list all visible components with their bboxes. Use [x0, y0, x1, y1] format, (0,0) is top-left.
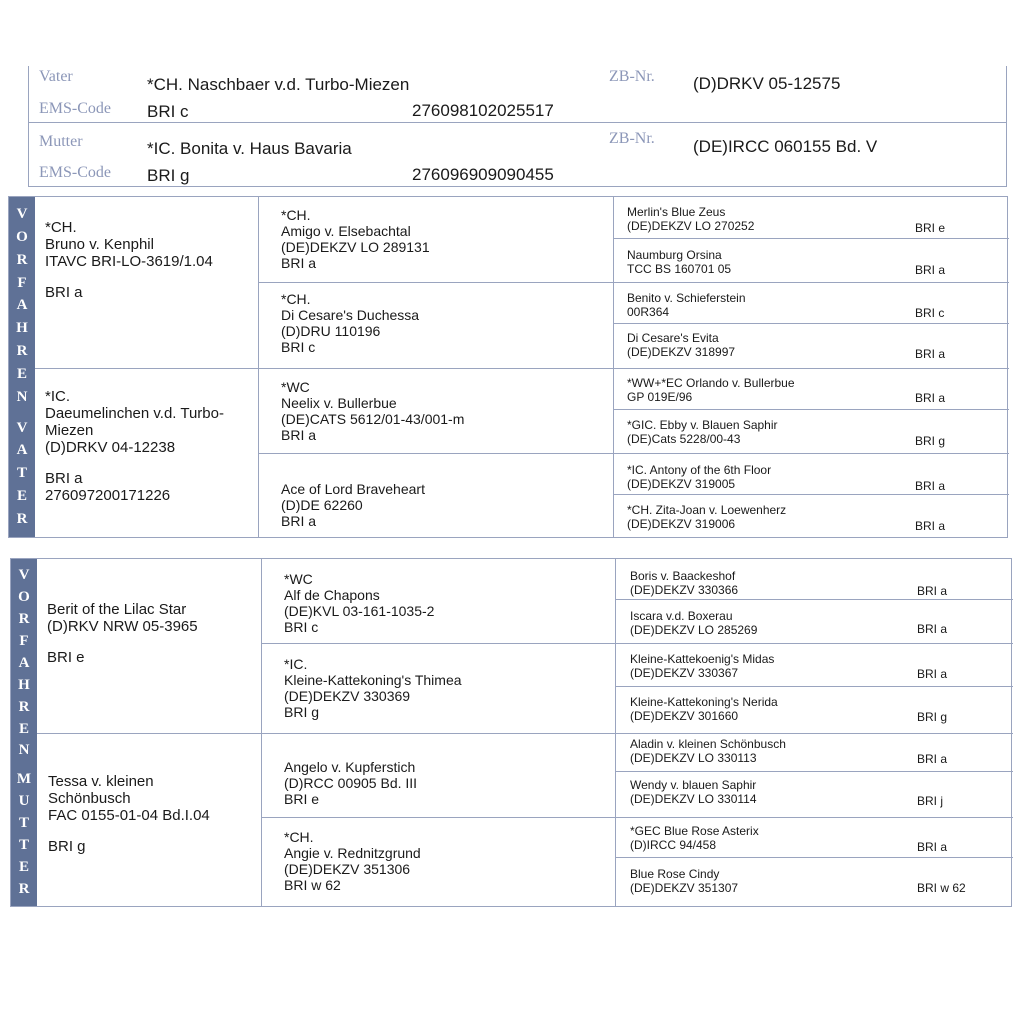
- gen3-cat: Boris v. Baackeshof (DE)DEKZV 330366: [630, 569, 739, 597]
- gen3-ems: BRI w 62: [917, 881, 966, 895]
- sidebar-letter: T: [16, 465, 27, 482]
- dam-gen1-cat: Tessa v. kleinen Schönbusch FAC 0155-01-04 Bd.I.04 BRI g: [48, 773, 210, 855]
- mutter-ems: BRI g: [147, 166, 190, 185]
- gen2-cat: *WC Neelix v. Bullerbue (DE)CATS 5612/01-43/001-m BRI a: [281, 379, 465, 443]
- gen3-ems: BRI a: [917, 752, 948, 766]
- row-divider: [613, 323, 1009, 324]
- gen2-cat: *CH. Angie v. Rednitzgrund (DE)DEKZV 351306 BRI w 62: [284, 829, 421, 893]
- gen2-cat: Angelo v. Kupferstich (D)RCC 00905 Bd. III BRI e: [284, 759, 418, 807]
- gen2-cat: *CH. Di Cesare's Duchessa (D)DRU 110196 BRI c: [281, 291, 420, 355]
- row-divider: [613, 494, 1009, 495]
- vater-ems-label: EMS-Code: [39, 100, 111, 117]
- sidebar-letter: A: [16, 442, 28, 459]
- sidebar-letter: R: [16, 251, 28, 268]
- row-divider: [613, 238, 1009, 239]
- sidebar-letter: H: [16, 320, 28, 337]
- sidebar-letter: R: [18, 880, 30, 897]
- sidebar-letter: R: [16, 510, 28, 527]
- gen3-ems: BRI a: [915, 347, 946, 361]
- row-divider: [261, 643, 1013, 644]
- row-divider: [258, 453, 1009, 454]
- sidebar-letter: R: [18, 611, 30, 628]
- gen3-cat: *GEC Blue Rose Asterix (D)IRCC 94/458: [630, 824, 759, 852]
- gen3-ems: BRI a: [917, 840, 948, 854]
- gen3-ems: BRI a: [915, 479, 946, 493]
- gen2-cat: Ace of Lord Braveheart (D)DE 62260 BRI a: [281, 481, 425, 529]
- gen3-ems: BRI g: [915, 434, 946, 448]
- sidebar-letter: A: [16, 297, 28, 314]
- gen3-ems: BRI g: [917, 710, 948, 724]
- gen3-ems: BRI c: [915, 306, 945, 320]
- vater-label: Vater: [39, 68, 73, 85]
- gen3-ems: BRI a: [917, 584, 948, 598]
- sidebar-letter: A: [18, 654, 30, 671]
- row-divider: [615, 686, 1013, 687]
- row-divider: [258, 282, 1009, 283]
- vater-chip: 276098102025517: [412, 101, 554, 120]
- gen3-cat: Iscara v.d. Boxerau (DE)DEKZV LO 285269: [630, 609, 758, 637]
- mutter-label: Mutter: [39, 133, 83, 150]
- dam-sidebar: [11, 559, 37, 906]
- gen3-ems: BRI a: [917, 622, 948, 636]
- gen2-cat: *WC Alf de Chapons (DE)KVL 03-161-1035-2 BRI c: [284, 571, 435, 635]
- gen3-ems: BRI a: [917, 667, 948, 681]
- dam-of-sire-gen1-cat: *IC. Daeumelinchen v.d. Turbo- Miezen (D)DRKV 04-12238 BRI a 276097200171226: [45, 388, 224, 504]
- row-divider: [261, 817, 1013, 818]
- row-divider: [35, 368, 1009, 369]
- gen3-ems: BRI j: [917, 794, 944, 808]
- sidebar-letter: V: [16, 419, 28, 436]
- gen3-cat: Di Cesare's Evita (DE)DEKZV 318997: [627, 331, 736, 359]
- dam-gen1-cat: Berit of the Lilac Star (D)RKV NRW 05-3965 BRI e: [47, 601, 198, 666]
- parents-panel: [28, 66, 1007, 187]
- sire-sidebar: [9, 197, 35, 537]
- gen3-ems: BRI a: [915, 519, 946, 533]
- column-divider: [258, 197, 259, 537]
- sidebar-letter: T: [18, 814, 29, 831]
- sire-gen1-cat: *CH. Bruno v. Kenphil ITAVC BRI-LO-3619/1.04 BRI a: [45, 219, 213, 301]
- sidebar-letter: H: [18, 676, 30, 693]
- vater-name: *CH. Naschbaer v.d. Turbo-Miezen: [147, 75, 410, 94]
- sidebar-letter: R: [16, 343, 28, 360]
- sidebar-letter: M: [16, 771, 32, 788]
- parents-divider: [29, 122, 1006, 123]
- vater-zb-label: ZB-Nr.: [609, 68, 655, 85]
- sidebar-letter: V: [16, 205, 28, 222]
- gen3-cat: Benito v. Schieferstein 00R364: [627, 291, 746, 319]
- gen3-cat: Blue Rose Cindy (DE)DEKZV 351307: [630, 867, 739, 895]
- mutter-zb-label: ZB-Nr.: [609, 130, 655, 147]
- sidebar-letter: R: [18, 698, 30, 715]
- dam-pedigree-block: [10, 558, 1012, 907]
- sidebar-letter: E: [16, 488, 27, 505]
- gen3-cat: Merlin's Blue Zeus (DE)DEKZV LO 270252: [627, 205, 755, 233]
- sidebar-letter: U: [18, 793, 30, 810]
- gen3-ems: BRI a: [915, 263, 946, 277]
- gen3-cat: Kleine-Kattekoning's Nerida (DE)DEKZV 301660: [630, 695, 778, 723]
- sidebar-letter: T: [18, 836, 29, 853]
- gen3-cat: Aladin v. kleinen Schönbusch (DE)DEKZV LO 330113: [630, 737, 786, 765]
- mutter-name: *IC. Bonita v. Haus Bavaria: [147, 139, 352, 158]
- gen3-cat: *WW+*EC Orlando v. Bullerbue GP 019E/96: [627, 376, 795, 404]
- row-divider: [615, 857, 1013, 858]
- sidebar-letter: V: [18, 567, 30, 584]
- sidebar-letter: E: [18, 720, 29, 737]
- mutter-ems-label: EMS-Code: [39, 164, 111, 181]
- gen3-ems: BRI a: [915, 391, 946, 405]
- sidebar-letter: N: [18, 742, 30, 759]
- sidebar-letter: E: [16, 365, 27, 382]
- gen3-cat: Wendy v. blauen Saphir (DE)DEKZV LO 330114: [630, 778, 757, 806]
- gen3-cat: *CH. Zita-Joan v. Loewenherz (DE)DEKZV 319006: [627, 503, 787, 531]
- sidebar-letter: N: [16, 388, 28, 405]
- gen3-cat: Naumburg Orsina TCC BS 160701 05: [627, 248, 732, 276]
- gen2-cat: *IC. Kleine-Kattekoning's Thimea (DE)DEKZV 330369 BRI g: [284, 656, 462, 720]
- row-divider: [37, 733, 1013, 734]
- sidebar-letter: E: [18, 858, 29, 875]
- row-divider: [615, 771, 1013, 772]
- sire-pedigree-block: [8, 196, 1008, 538]
- gen3-cat: Kleine-Kattekoenig's Midas (DE)DEKZV 330367: [630, 652, 775, 680]
- column-divider: [613, 197, 614, 537]
- sidebar-letter: O: [18, 589, 30, 606]
- gen3-cat: *GIC. Ebby v. Blauen Saphir (DE)Cats 5228/00-43: [627, 418, 778, 446]
- gen2-cat: *CH. Amigo v. Elsebachtal (DE)DEKZV LO 289131 BRI a: [281, 207, 430, 271]
- row-divider: [615, 599, 1013, 600]
- sidebar-letter: O: [16, 228, 28, 245]
- row-divider: [613, 409, 1009, 410]
- vater-ems: BRI c: [147, 102, 189, 121]
- gen3-cat: *IC. Antony of the 6th Floor (DE)DEKZV 319005: [627, 463, 772, 491]
- mutter-zb: (DE)IRCC 060155 Bd. V: [693, 137, 878, 156]
- sidebar-letter: F: [19, 633, 29, 650]
- mutter-chip: 276096909090455: [412, 165, 554, 184]
- sidebar-letter: F: [17, 274, 27, 291]
- vater-zb: (D)DRKV 05-12575: [693, 74, 841, 93]
- gen3-ems: BRI e: [915, 221, 946, 235]
